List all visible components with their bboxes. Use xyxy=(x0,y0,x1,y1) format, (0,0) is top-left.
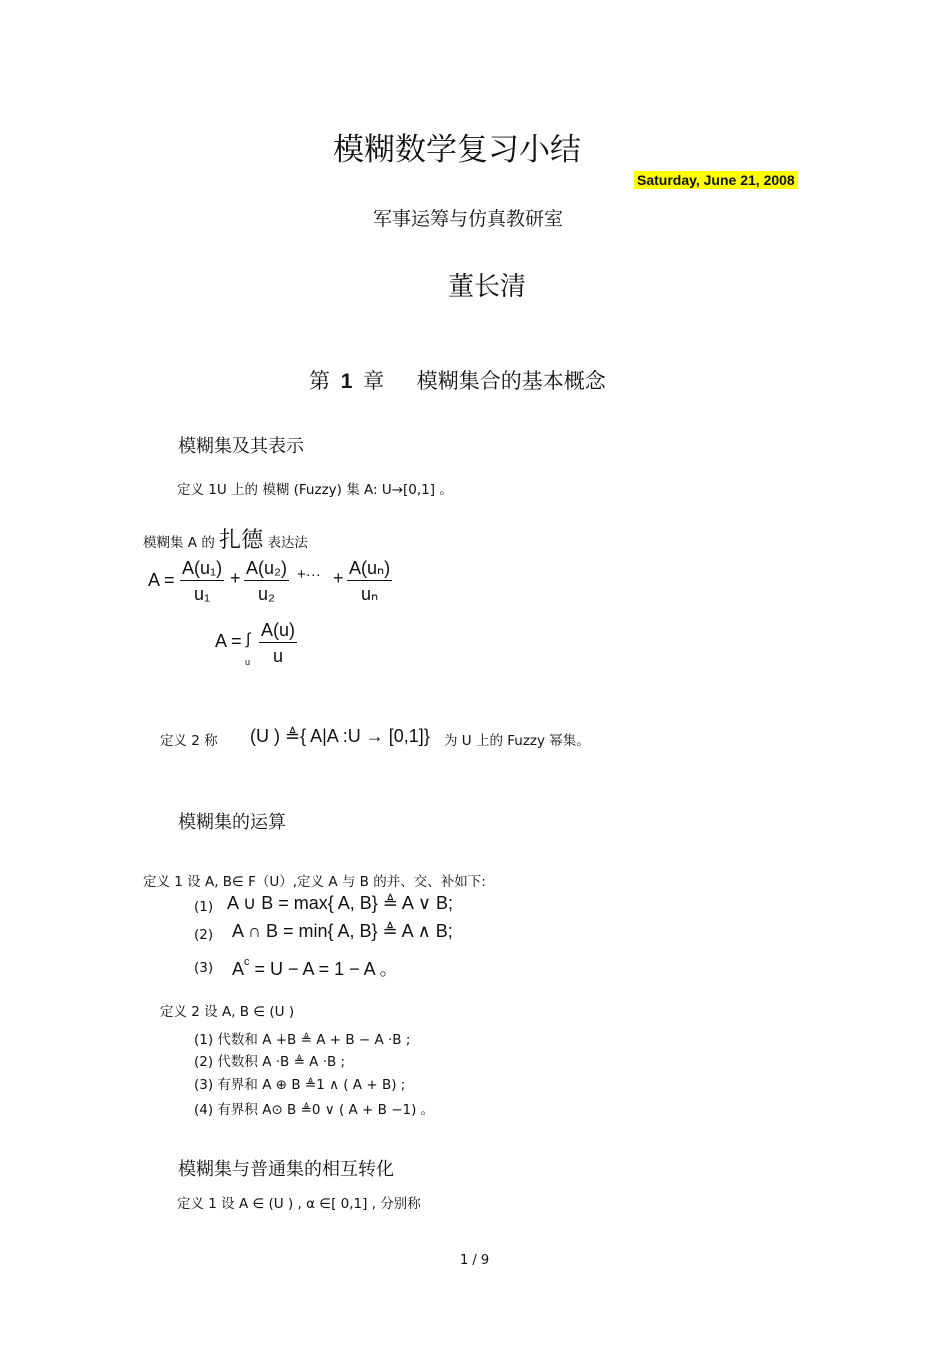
formula-1-lhs: A = xyxy=(148,570,175,590)
bounded-sum: (3) 有界和 A ⊕ B ≜1 ∧ ( A + B) ; xyxy=(194,1077,406,1093)
formula-1-term-2 xyxy=(244,558,289,605)
formula-1-numerator-1: A(u₁) xyxy=(180,558,224,581)
integral-subscript: u xyxy=(245,657,251,667)
definition-2-label: 定义 2 称 xyxy=(160,733,218,749)
formula-2-denominator: u xyxy=(273,646,284,666)
bounded-product: (4) 有界积 A⊙ B ≜0 ∨ ( A + B −1) 。 xyxy=(194,1102,435,1118)
integral-sign: ∫ xyxy=(246,631,251,648)
zadeh-representation-line xyxy=(143,523,308,554)
algebraic-sum: (1) 代数和 A ∔B ≜ A + B − A ·B ; xyxy=(194,1032,411,1048)
formula-2-fraction xyxy=(259,620,297,667)
chapter-prefix: 第 xyxy=(309,369,330,393)
document-title: 模糊数学复习小结 xyxy=(333,132,581,168)
op-2-number: (2) xyxy=(194,927,214,943)
zadeh-suffix: 表达法 xyxy=(267,535,308,551)
op-3-complement xyxy=(232,955,398,981)
op-1-union: A ∪ B = max{ A, B} ≜ A ∨ B; xyxy=(227,893,454,913)
section-1-title: 模糊集及其表示 xyxy=(178,436,304,457)
zadeh-prefix: 模糊集 A 的 xyxy=(143,535,215,551)
date-highlight: Saturday, June 21, 2008 xyxy=(634,171,798,189)
formula-1-denominator-2: u₂ xyxy=(258,584,275,604)
formula-1-denominator-3: uₙ xyxy=(361,584,379,604)
author: 董长清 xyxy=(448,272,527,302)
op-2-intersection: A ∩ B = min{ A, B} ≜ A ∧ B; xyxy=(232,921,453,941)
op-1-number: (1) xyxy=(194,899,214,915)
formula-1-denominator-1: u₁ xyxy=(193,584,211,604)
chapter-number: 1 xyxy=(340,370,353,393)
op-3-superscript: c xyxy=(244,956,250,968)
formula-1-plus-3: + xyxy=(333,568,344,588)
page-number: 1 / 9 xyxy=(460,1253,490,1268)
chapter-suffix: 章 xyxy=(363,369,385,393)
formula-1-numerator-3: A(uₙ) xyxy=(347,558,392,581)
formula-2-numerator: A(u) xyxy=(259,620,297,643)
chapter-heading xyxy=(309,365,606,395)
organization: 军事运筹与仿真教研室 xyxy=(373,208,564,230)
section-2-title: 模糊集的运算 xyxy=(178,812,286,833)
formula-1-plus-ellipsis: +··· xyxy=(297,566,321,583)
definition-1-fuzzy-set: 定义 1U 上的 模糊 (Fuzzy) 集 A: U→[0,1] 。 xyxy=(177,482,453,498)
operations-definition-2 xyxy=(160,1000,294,1020)
section-3-title: 模糊集与普通集的相互转化 xyxy=(178,1159,394,1180)
zadeh-name: 扎德 xyxy=(219,528,264,553)
algebraic-product: (2) 代数积 A ·B ≜ A ·B ; xyxy=(194,1054,346,1070)
operations-definition-1: 定义 1 设 A, B∈ F（U）,定义 A 与 B 的并、交、补如下: xyxy=(143,874,486,890)
conversion-definition-1: 定义 1 设 A ∈ (U ) , α ∈[ 0,1] , 分别称 xyxy=(177,1196,421,1212)
formula-1-term-3 xyxy=(347,558,392,605)
op-3-b: = U − A = 1 − A 。 xyxy=(249,959,398,979)
formula-1-plus-1: + xyxy=(230,568,241,588)
operations-definition-2-text: 定义 2 设 A, B ∈ (U ) xyxy=(160,1004,295,1020)
op-3-a: A xyxy=(232,959,245,979)
chapter-name: 模糊集合的基本概念 xyxy=(416,369,606,393)
definition-2-tail: 为 U 上的 Fuzzy 幂集。 xyxy=(444,733,590,749)
definition-2-formula: (U ) ≜{ A|A :U → [0,1]} xyxy=(250,726,430,746)
formula-1-numerator-2: A(u₂) xyxy=(244,558,289,581)
op-3-number: (3) xyxy=(194,960,214,976)
formula-2-lhs: A = xyxy=(215,631,242,651)
formula-1-term-1 xyxy=(180,558,224,605)
